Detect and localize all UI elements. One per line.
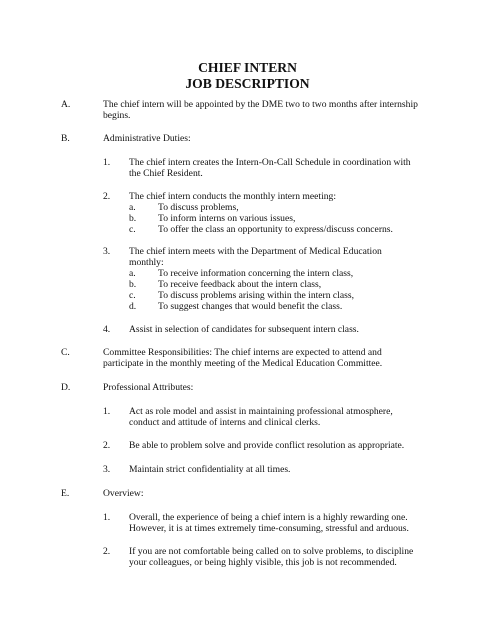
item-text: The chief intern conducts the monthly intern meeting: [129, 191, 337, 202]
item-text: Maintain strict confidentiality at all times. [129, 464, 291, 475]
subitem-marker: c. [129, 224, 136, 235]
section-text: The chief intern will be appointed by the DME two to two months after internship [103, 99, 418, 110]
item-marker: 2. [103, 440, 111, 451]
item-marker: 2. [103, 191, 111, 202]
item-marker: 2. [103, 546, 111, 557]
subitem-text: To suggest changes that would benefit the class. [158, 301, 343, 312]
section-text: participate in the monthly meeting of the Medical Education Committee. [103, 358, 383, 369]
section-marker: E. [61, 488, 70, 499]
item-marker: 4. [103, 324, 111, 335]
item-text: monthly: [129, 257, 164, 268]
subitem-text: To offer the class an opportunity to express/discuss concerns. [158, 224, 393, 235]
subitem-marker: b. [129, 213, 137, 224]
section-heading: Overview: [103, 488, 144, 499]
item-marker: 3. [103, 464, 111, 475]
section-text: Committee Responsibilities: The chief interns are expected to attend and [103, 347, 382, 358]
subitem-text: To receive feedback about the intern class, [158, 279, 322, 290]
document-subtitle: JOB DESCRIPTION [185, 76, 310, 91]
section-marker: A. [61, 99, 71, 110]
item-text: Act as role model and assist in maintaining professional atmosphere, [129, 406, 393, 417]
section-heading: Professional Attributes: [103, 382, 194, 393]
subitem-marker: d. [129, 301, 137, 312]
item-text: the Chief Resident. [129, 168, 203, 179]
section-heading: Administrative Duties: [103, 133, 191, 144]
subitem-marker: a. [129, 268, 136, 279]
subitem-marker: c. [129, 290, 136, 301]
item-text: If you are not comfortable being called on to solve problems, to discipline [129, 546, 414, 557]
item-marker: 1. [103, 157, 111, 168]
item-text: conduct and attitude of interns and clinical clerks. [129, 417, 321, 428]
item-marker: 1. [103, 406, 111, 417]
section-marker: B. [61, 133, 70, 144]
item-marker: 1. [103, 512, 111, 523]
section-text: begins. [103, 110, 131, 121]
subitem-text: To receive information concerning the intern class, [158, 268, 354, 279]
item-marker: 3. [103, 246, 111, 257]
document-title: CHIEF INTERN [198, 60, 297, 75]
item-text: The chief intern meets with the Department of Medical Education [129, 246, 382, 257]
item-text: Overall, the experience of being a chief intern is a highly rewarding one. [129, 512, 408, 523]
section-marker: D. [61, 382, 71, 393]
item-text: Assist in selection of candidates for subsequent intern class. [129, 324, 359, 335]
item-text: However, it is at times extremely time-consuming, stressful and arduous. [129, 523, 409, 534]
section-marker: C. [61, 347, 70, 358]
item-text: The chief intern creates the Intern-On-Call Schedule in coordination with [129, 157, 411, 168]
subitem-text: To discuss problems, [158, 202, 239, 213]
subitem-text: To inform interns on various issues, [158, 213, 296, 224]
item-text: Be able to problem solve and provide conflict resolution as appropriate. [129, 440, 405, 451]
subitem-marker: a. [129, 202, 136, 213]
item-text: your colleagues, or being highly visible, this job is not recommended. [129, 557, 397, 568]
subitem-marker: b. [129, 279, 137, 290]
subitem-text: To discuss problems arising within the intern class, [158, 290, 354, 301]
